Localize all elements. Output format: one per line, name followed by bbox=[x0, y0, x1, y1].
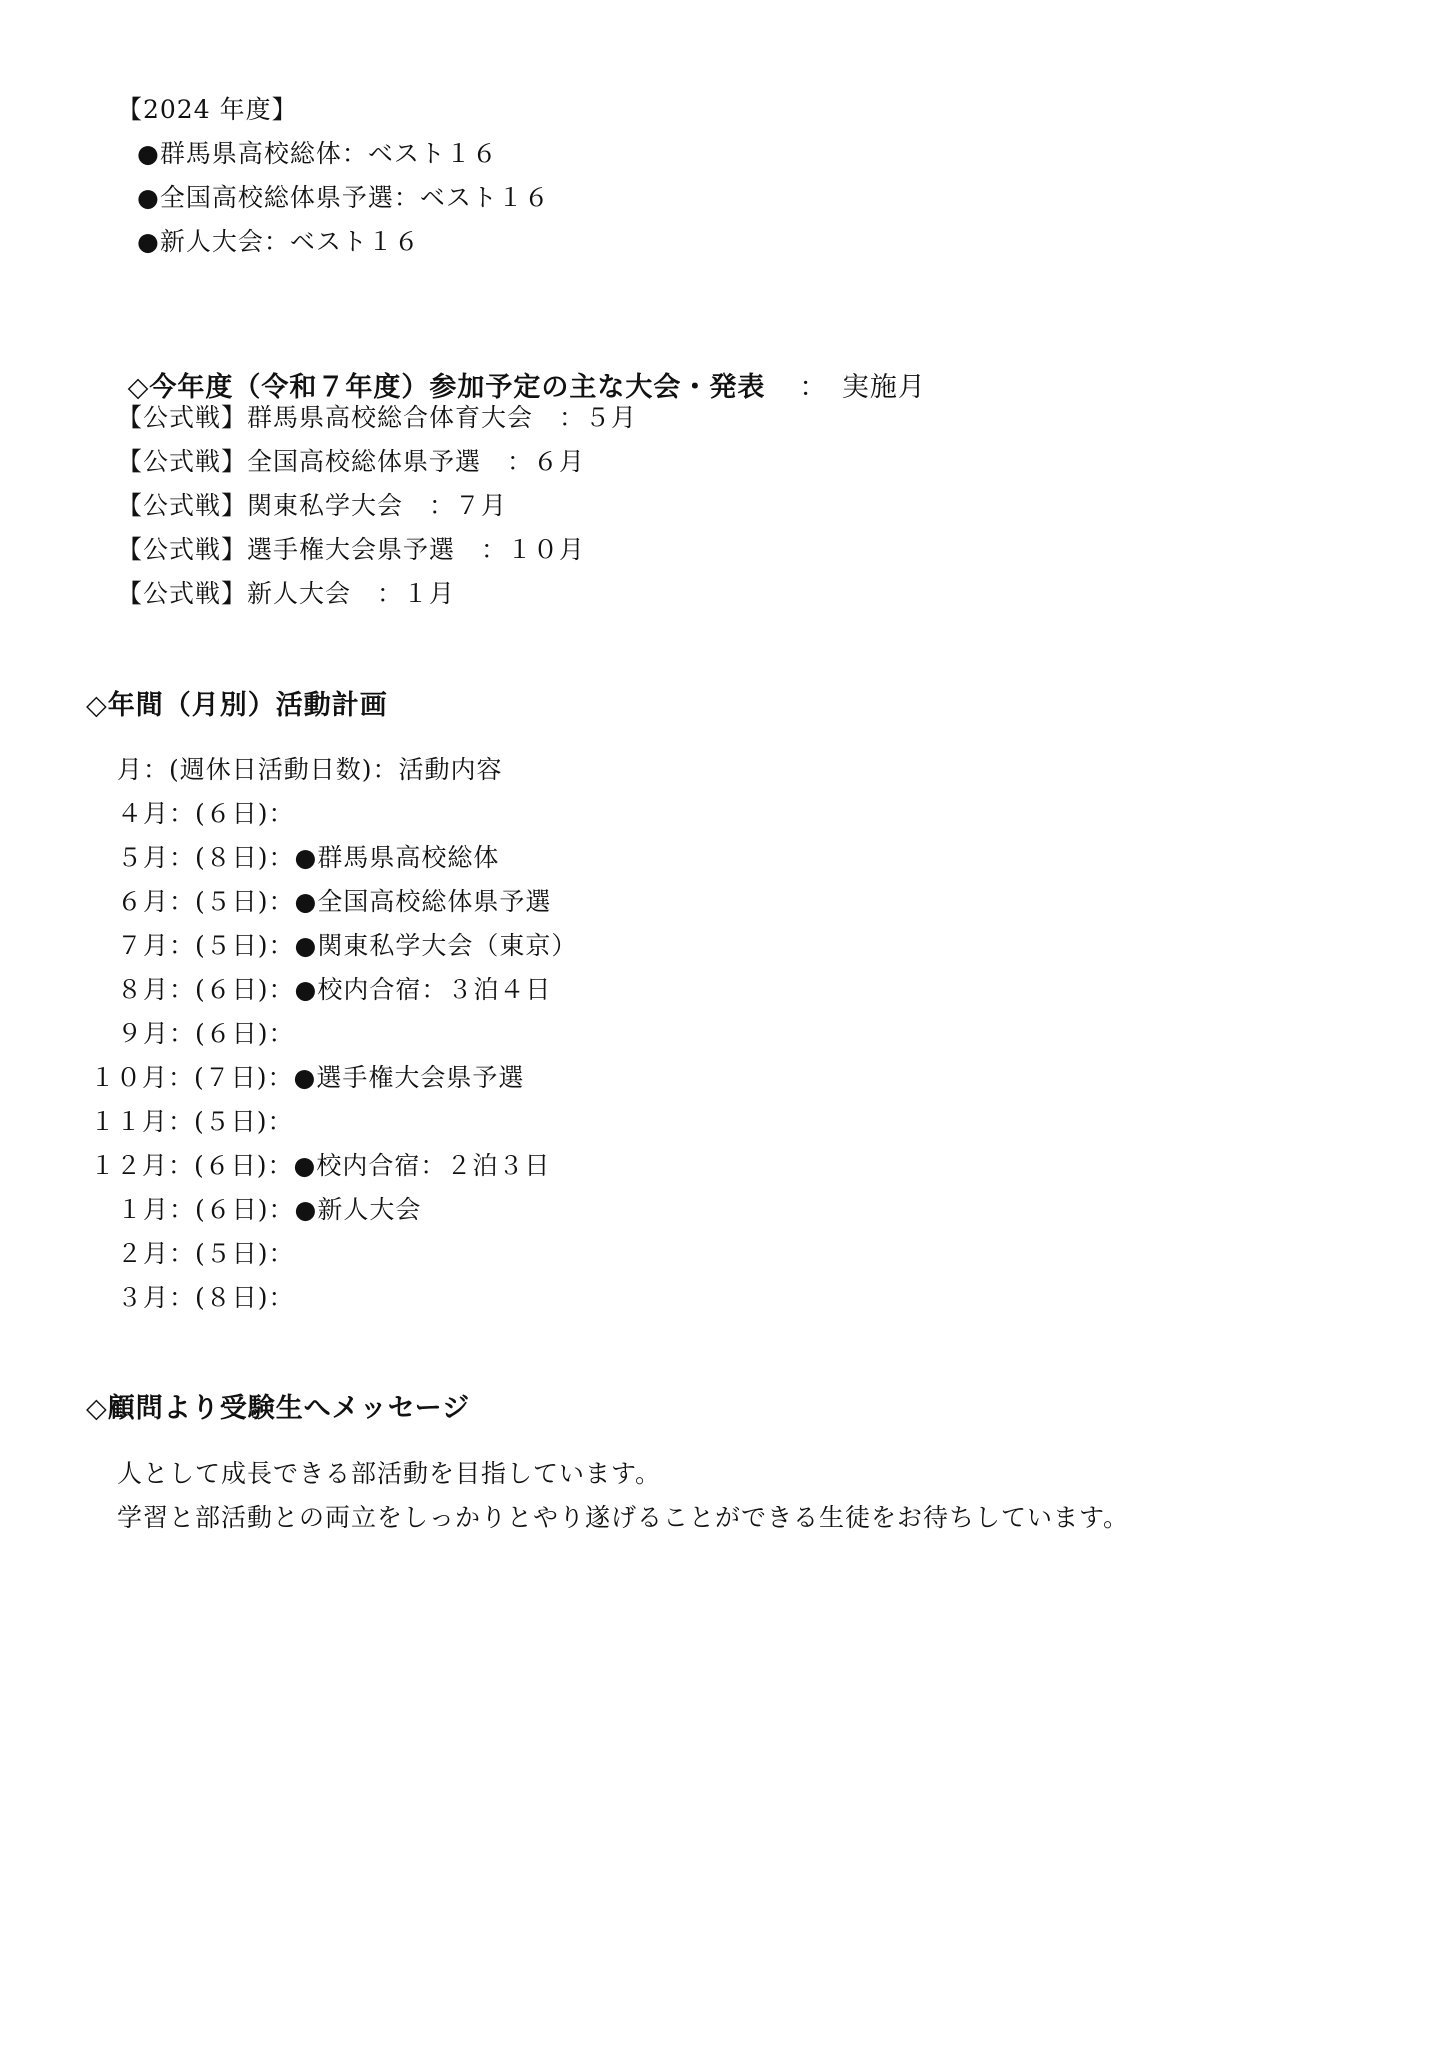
plan-row: ６月：(５日)：●全国高校総体県予選 bbox=[117, 887, 552, 916]
message-heading: ◇顧問より受験生へメッセージ bbox=[86, 1393, 471, 1424]
tournament-item: 【公式戦】全国高校総体県予選 ：６月 bbox=[117, 447, 586, 476]
plan-row: １２月：(６日)：●校内合宿：２泊３日 bbox=[90, 1151, 551, 1180]
plan-row: ８月：(６日)：●校内合宿：３泊４日 bbox=[117, 975, 552, 1004]
message-line: 学習と部活動との両立をしっかりとやり遂げることができる生徒をお待ちしています。 bbox=[117, 1503, 1130, 1532]
tournament-item: 【公式戦】関東私学大会 ：７月 bbox=[117, 491, 508, 520]
plan-row: ５月：(８日)：●群馬県高校総体 bbox=[117, 843, 500, 872]
plan-row: ２月：(５日)： bbox=[117, 1239, 295, 1268]
plan-row: ３月：(８日)： bbox=[117, 1283, 295, 1312]
plan-row: ７月：(５日)：●関東私学大会（東京） bbox=[117, 931, 578, 960]
tournament-item: 【公式戦】新人大会 ：１月 bbox=[117, 579, 456, 608]
tournament-item: 【公式戦】選手権大会県予選 ：１０月 bbox=[117, 535, 586, 564]
tournaments-heading-text: ◇今年度（令和７年度）参加予定の主な大会・発表 bbox=[127, 372, 766, 403]
tournaments-heading-suffix: ： 実施月 bbox=[799, 372, 926, 403]
annual-plan-column-header: 月：(週休日活動日数)：活動内容 bbox=[117, 755, 503, 784]
tournament-item: 【公式戦】群馬県高校総合体育大会 ：５月 bbox=[117, 403, 638, 432]
plan-row: １月：(６日)：●新人大会 bbox=[117, 1195, 422, 1224]
plan-row: １１月：(５日)： bbox=[90, 1107, 294, 1136]
result-item: ●全国高校総体県予選：ベスト１６ bbox=[137, 183, 550, 212]
annual-plan-heading: ◇年間（月別）活動計画 bbox=[86, 690, 388, 721]
message-line: 人として成長できる部活動を目指しています。 bbox=[117, 1459, 662, 1488]
plan-row: ４月：(６日)： bbox=[117, 799, 295, 828]
result-item: ●群馬県高校総体：ベスト１６ bbox=[137, 139, 498, 168]
plan-row: １０月：(７日)：●選手権大会県予選 bbox=[90, 1063, 525, 1092]
plan-row: ９月：(６日)： bbox=[117, 1019, 295, 1048]
results-year-label: 【2024 年度】 bbox=[117, 95, 298, 124]
result-item: ●新人大会：ベスト１６ bbox=[137, 227, 420, 256]
